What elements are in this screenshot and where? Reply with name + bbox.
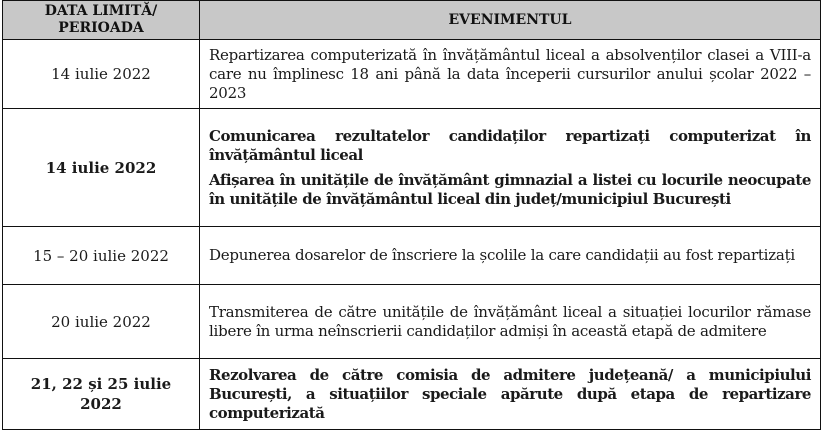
schedule-table — [2, 0, 821, 430]
row-event — [200, 285, 821, 359]
row-event — [200, 227, 821, 285]
table-row — [3, 227, 821, 285]
row-event — [200, 40, 821, 109]
event-text: Repartizarea computerizată în învățământul liceal a absolvenților clasei a VIII-a care nu împlinesc 18 ani până la data începerii cursurilor anului școlar 2022 – 2023 — [209, 45, 811, 102]
header-event: EVENIMENTUL — [200, 1, 821, 40]
row-date: 20 iulie 2022 — [3, 285, 200, 359]
row-date: 21, 22 și 25 iulie 2022 — [3, 359, 200, 430]
row-date: 14 iulie 2022 — [3, 109, 200, 227]
header-row — [3, 1, 821, 40]
table-row — [3, 359, 821, 430]
event-text: Comunicarea rezultatelor candidaților repartizați computerizat în învățământul liceal — [209, 126, 811, 164]
header-date: DATA LIMITĂ/ PERIOADA — [3, 1, 200, 40]
table-row — [3, 40, 821, 109]
row-date: 14 iulie 2022 — [3, 40, 200, 109]
table-row — [3, 109, 821, 227]
event-text: Afișarea în unitățile de învățământ gimnazial a listei cu locurile neocupate în unitățile de învățământul liceal din județ/municipiul București — [209, 170, 811, 208]
row-date: 15 – 20 iulie 2022 — [3, 227, 200, 285]
row-event — [200, 109, 821, 227]
event-text: Depunerea dosarelor de înscriere la școlile la care candidații au fost repartizați — [209, 246, 795, 264]
table-row — [3, 285, 821, 359]
event-text: Transmiterea de către unitățile de învățământ liceal a situației locurilor rămase libere în urma neînscrierii candidaților admiși în această etapă de admitere — [209, 302, 811, 340]
row-event — [200, 359, 821, 430]
event-text: Rezolvarea de către comisia de admitere județeană/ a municipiului București, a situațiilor speciale apărute după etapa de repartizare computerizată — [209, 365, 811, 422]
